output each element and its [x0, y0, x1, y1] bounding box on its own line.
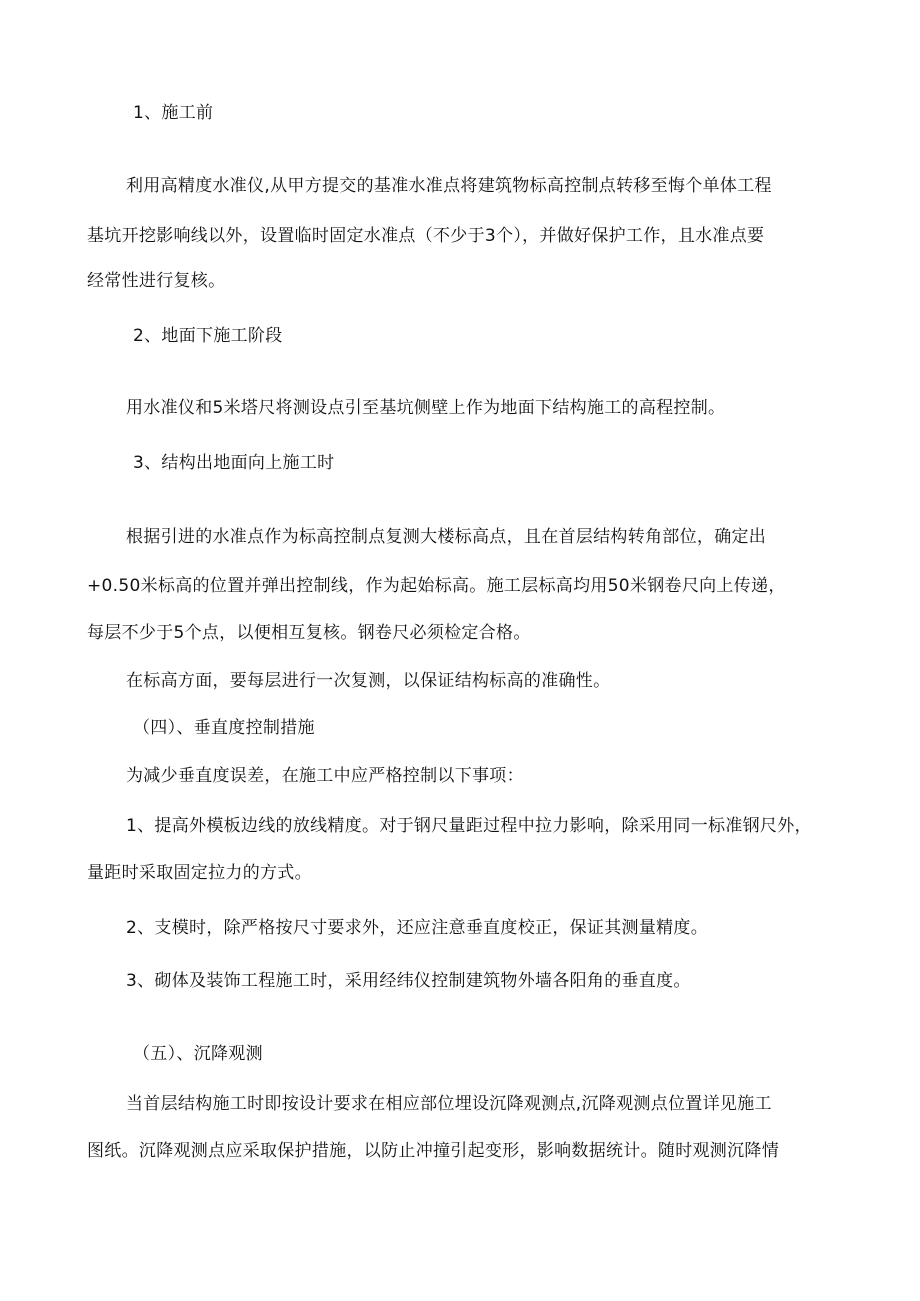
section-heading-3: 3、结构出地面向上施工时: [133, 453, 335, 473]
paragraph-line: 2、支模时，除严格按尺寸要求外，还应注意垂直度校正，保证其测量精度。: [126, 918, 709, 938]
paragraph-line: 根据引进的水准点作为标高控制点复测大楼标高点，且在首层结构转角部位，确定出: [126, 527, 767, 547]
section-heading-5: （五）、沉降观测: [133, 1044, 263, 1064]
paragraph-line: 基坑开挖影响线以外，设置临时固定水准点（不少于3个），并做好保护工作，且水准点要: [87, 226, 765, 246]
paragraph-line: +0.50米标高的位置并弹出控制线，作为起始标高。施工层标高均用50米钢卷尺向上传递，: [87, 576, 786, 596]
paragraph-line: 为减少垂直度误差，在施工中应严格控制以下事项：: [126, 766, 524, 786]
paragraph-line: 经常性进行复核。: [87, 271, 226, 291]
paragraph-line: 1、提高外模板边线的放线精度。对于钢尺量距过程中拉力影响，除采用同一标准钢尺外，: [126, 816, 812, 836]
paragraph-line: 3、砌体及装饰工程施工时，采用经纬仪控制建筑物外墙各阳角的垂直度。: [126, 971, 691, 991]
section-heading-4: （四）、垂直度控制措施: [133, 718, 315, 738]
section-heading-1: 1、施工前: [133, 103, 214, 123]
paragraph-line: 图纸。沉降观测点应采取保护措施，以防止冲撞引起变形，影响数据统计。随时观测沉降情: [87, 1141, 779, 1161]
paragraph-line: 在标高方面，要每层进行一次复测，以保证结构标高的准确性。: [126, 671, 611, 691]
paragraph-line: 用水准仪和5米塔尺将测设点引至基坑侧壁上作为地面下结构施工的高程控制。: [126, 398, 726, 418]
section-heading-2: 2、地面下施工阶段: [133, 326, 283, 346]
paragraph-line: 量距时采取固定拉力的方式。: [87, 863, 312, 883]
paragraph-line: 每层不少于5个点，以便相互复核。钢卷尺必须检定合格。: [87, 623, 531, 643]
paragraph-line: 利用高精度水准仪,从甲方提交的基准水准点将建筑物标高控制点转移至悔个单体工程: [126, 176, 772, 196]
paragraph-line: 当首层结构施工时即按设计要求在相应部位埋设沉降观测点,沉降观测点位置详见施工: [126, 1094, 772, 1114]
